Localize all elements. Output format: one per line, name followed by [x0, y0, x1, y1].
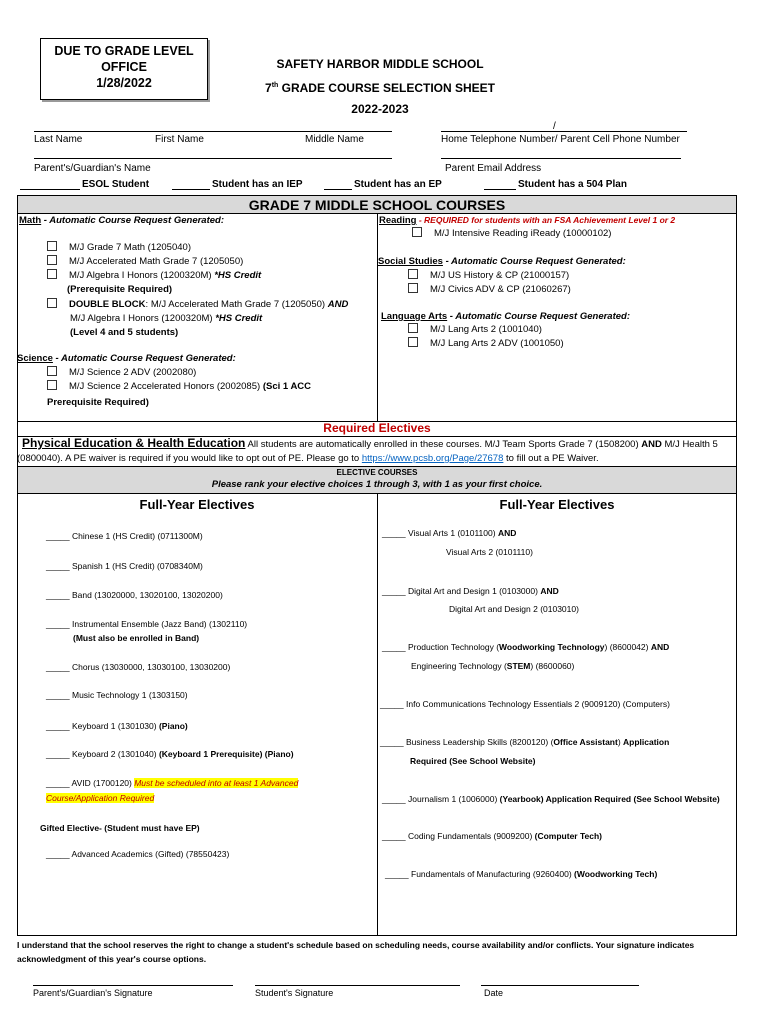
- yearbook-note: (Yearbook) Application Required (See School Website): [499, 794, 720, 804]
- checkbox-icon[interactable]: [47, 241, 57, 251]
- science-option-1[interactable]: [47, 366, 196, 380]
- social-option-1[interactable]: [408, 269, 569, 283]
- acknowledgment-text: I understand that the school reserves the right to change a student's schedule based on scheduling needs, course availability and/or conflicts. Your signature indicates acknowledgment of this year's course options.: [17, 940, 695, 964]
- esol-checkline[interactable]: [20, 179, 149, 190]
- reading-item-label: M/J Intensive Reading iReady (10000102): [434, 228, 612, 239]
- language-note: - Automatic Course Request Generated:: [447, 311, 630, 322]
- elective-digital-art[interactable]: [382, 585, 559, 597]
- elective-chorus[interactable]: _____ Chorus (13030000, 13030100, 13030200): [46, 662, 231, 672]
- elective-divider: [377, 494, 378, 936]
- date-line[interactable]: [481, 985, 639, 986]
- science-title: Science: [17, 353, 53, 364]
- and-note: AND: [540, 586, 559, 596]
- science-note: - Automatic Course Request Generated:: [52, 353, 236, 364]
- phone-line[interactable]: [441, 131, 687, 132]
- elective-ict[interactable]: _____ Info Communications Technology Essentials 2 (9009120) (Computers): [380, 699, 670, 709]
- checkbox-icon[interactable]: [408, 283, 418, 293]
- date-label: Date: [484, 988, 504, 998]
- iep-checkline[interactable]: [172, 179, 303, 190]
- checkbox-icon[interactable]: [47, 298, 57, 308]
- guardian-name-line[interactable]: [34, 158, 392, 159]
- notice-line-3: 1/28/2022: [96, 76, 152, 90]
- student-name-line[interactable]: [34, 131, 392, 132]
- engineering-label: Engineering Technology (: [411, 661, 507, 671]
- guardian-signature-label: Parent's/Guardian's Signature: [33, 988, 153, 998]
- student-signature-label: Student's Signature: [255, 988, 334, 998]
- 504-checkline[interactable]: [484, 179, 627, 190]
- sheet-title-text: GRADE COURSE SELECTION SHEET: [281, 81, 495, 95]
- social-item-label: M/J Civics ADV & CP (21060267): [430, 284, 571, 295]
- manufacturing-label: _____ Fundamentals of Manufacturing (9260400): [385, 869, 575, 879]
- office-assistant-note: Office Assistant: [553, 737, 618, 747]
- production-tech-code: ) (8600042): [604, 642, 651, 652]
- math-title: Math: [19, 215, 42, 226]
- language-title: Language Arts: [381, 311, 448, 322]
- math-prereq-note: (Prerequisite Required): [67, 284, 173, 295]
- gifted-heading: Gifted Elective- (Student must have EP): [40, 823, 200, 833]
- and-note: AND: [650, 642, 670, 652]
- reading-note: - REQUIRED for students with an FSA Achievement Level 1 or 2: [416, 215, 676, 225]
- sheet-title: [250, 75, 510, 99]
- science-item-label: M/J Science 2 Accelerated Honors (2002085): [69, 381, 263, 392]
- science-heading: [17, 352, 236, 366]
- elective-production-tech[interactable]: [382, 641, 669, 653]
- elective-visual-arts[interactable]: [382, 527, 516, 539]
- keyboard-1-label: _____ Keyboard 1 (1301030): [46, 721, 159, 731]
- coding-label: _____ Coding Fundamentals (9009200): [382, 831, 535, 841]
- middle-name-label: Middle Name: [305, 134, 364, 145]
- avid-label: _____ AVID (1700120): [46, 778, 135, 788]
- double-block-label: DOUBLE BLOCK: [69, 299, 146, 310]
- visual-arts-2: Visual Arts 2 (0101110): [446, 547, 533, 557]
- jazz-band-note: (Must also be enrolled in Band): [73, 633, 200, 643]
- pe-title: Physical Education & Health Education: [22, 436, 246, 450]
- digital-art-2: Digital Art and Design 2 (0103010): [449, 604, 579, 614]
- digital-art-label: _____ Digital Art and Design 1 (0103000): [382, 586, 541, 596]
- elective-journalism[interactable]: [382, 793, 720, 805]
- 504-label: Student has a 504 Plan: [518, 179, 627, 190]
- business-label: _____ Business Leadership Skills (8200120) (: [380, 737, 554, 747]
- core-divider: [377, 214, 378, 421]
- reading-option-1[interactable]: [412, 227, 611, 241]
- elective-avid[interactable]: [46, 777, 298, 789]
- language-item-label: M/J Lang Arts 2 ADV (1001050): [430, 338, 564, 349]
- journalism-label: _____ Journalism 1 (1006000): [382, 794, 500, 804]
- courses-header: GRADE 7 MIDDLE SCHOOL COURSES: [17, 195, 737, 214]
- elective-advanced-academics[interactable]: _____ Advanced Academics (Gifted) (78550423): [46, 849, 230, 859]
- elective-manufacturing[interactable]: [385, 868, 657, 880]
- iep-label: Student has an IEP: [212, 179, 303, 190]
- math-level-note: (Level 4 and 5 students): [70, 327, 179, 338]
- notice-line-1: DUE TO GRADE LEVEL: [54, 44, 194, 58]
- elective-spanish[interactable]: _____ Spanish 1 (HS Credit) (0708340M): [46, 561, 203, 571]
- language-option-1[interactable]: [408, 323, 542, 337]
- grade-number: 7: [265, 81, 272, 95]
- first-name-label: First Name: [155, 134, 204, 145]
- social-note: - Automatic Course Request Generated:: [442, 256, 626, 267]
- grade-suffix: th: [271, 82, 279, 89]
- elective-keyboard-2[interactable]: [46, 748, 294, 760]
- ep-checkline[interactable]: [324, 179, 442, 190]
- production-tech-label: _____ Production Technology (: [382, 642, 500, 652]
- avid-note-2: Course/Application Required: [46, 793, 155, 803]
- hs-credit-note: *HS Credit: [215, 313, 263, 324]
- math-option-2[interactable]: [47, 255, 243, 269]
- math-item-label: M/J Algebra I Honors (1200320M): [69, 270, 215, 281]
- elective-music-tech[interactable]: _____ Music Technology 1 (1303150): [46, 690, 188, 700]
- checkbox-icon[interactable]: [47, 380, 57, 390]
- pe-text-3: to fill out a PE Waiver.: [503, 453, 599, 464]
- computer-tech-note: (Computer Tech): [534, 831, 603, 841]
- science-option-2[interactable]: [47, 380, 311, 394]
- elective-coding[interactable]: [382, 830, 602, 842]
- elective-band[interactable]: _____ Band (13020000, 13020100, 13020200): [46, 590, 223, 600]
- reading-title: Reading: [379, 215, 417, 226]
- elective-jazz-band[interactable]: _____ Instrumental Ensemble (Jazz Band) (1302110): [46, 619, 248, 629]
- engineering-tech: [411, 660, 574, 672]
- engineering-code: ) (8600060): [530, 661, 575, 671]
- parent-email-label: Parent Email Address: [445, 163, 542, 174]
- elective-chinese[interactable]: _____ Chinese 1 (HS Credit) (0711300M): [46, 531, 203, 541]
- math-item-label: M/J Accelerated Math Grade 7 (1205050): [150, 299, 328, 310]
- phone-separator: /: [553, 121, 556, 132]
- keyboard-2-note: (Keyboard 1 Prerequisite) (Piano): [158, 749, 294, 759]
- due-date-notice: [40, 38, 208, 100]
- phone-label: Home Telephone Number/ Parent Cell Phone Number: [441, 134, 680, 145]
- right-full-year-heading: Full-Year Electives: [499, 497, 615, 512]
- application-note: Application: [623, 737, 670, 747]
- math-option-4[interactable]: DOUBLE BLOCK: M/J Accelerated Math Grade 7 (1205050) AND: [47, 298, 348, 312]
- keyboard-1-note: (Piano): [158, 721, 188, 731]
- school-year: 2022-2023: [351, 102, 409, 116]
- pe-and: AND: [641, 439, 662, 450]
- stem-note: STEM: [506, 661, 531, 671]
- pe-text-2: M/J Health 5 (0800040). A PE waiver is required if you would like to opt out of PE. Please go to: [17, 439, 718, 464]
- business-paren: ): [617, 737, 624, 747]
- avid-note: Must be scheduled into at least 1 Advanced: [134, 778, 299, 788]
- business-app-note: Required (See School Website): [410, 756, 536, 766]
- social-item-label: M/J US History & CP (21000157): [430, 270, 570, 281]
- student-signature-line[interactable]: [255, 985, 460, 986]
- notice-line-2: OFFICE: [101, 60, 147, 74]
- elective-keyboard-1[interactable]: [46, 720, 188, 732]
- math-item-label: M/J Accelerated Math Grade 7 (1205050): [69, 256, 244, 267]
- math-note: - Automatic Course Request Generated:: [41, 215, 224, 226]
- woodworking-note: Woodworking Technology: [499, 642, 605, 652]
- elective-courses-title: ELECTIVE COURSES: [336, 468, 418, 477]
- checkbox-icon[interactable]: [412, 227, 422, 237]
- checkbox-icon[interactable]: [408, 337, 418, 347]
- and-note: AND: [497, 528, 517, 538]
- left-full-year-heading: Full-Year Electives: [139, 497, 255, 512]
- required-electives-heading: Required Electives: [323, 421, 431, 435]
- math-option-3[interactable]: [47, 269, 261, 283]
- elective-courses-instructions: Please rank your elective choices 1 through 3, with 1 as your first choice.: [211, 479, 543, 490]
- social-title: Social Studies: [378, 256, 443, 267]
- math-item-label: M/J Grade 7 Math (1205040): [69, 242, 191, 253]
- keyboard-2-label: _____ Keyboard 2 (1301040): [46, 749, 159, 759]
- school-name: SAFETY HARBOR MIDDLE SCHOOL: [276, 57, 484, 71]
- school-title: [250, 54, 510, 120]
- checkbox-icon[interactable]: [408, 269, 418, 279]
- checkbox-icon[interactable]: [47, 255, 57, 265]
- social-heading: [378, 255, 626, 269]
- pe-text-1: All students are automatically enrolled in these courses. M/J Team Sports Grade 7 (1508200): [245, 439, 642, 450]
- science-item-label: M/J Science 2 ADV (2002080): [69, 367, 197, 378]
- science-prereq-note: Prerequisite Required): [47, 397, 149, 408]
- math-heading: [19, 214, 224, 228]
- visual-arts-label: _____ Visual Arts 1 (0101100): [382, 528, 498, 538]
- hs-credit-note: *HS Credit: [214, 270, 262, 281]
- elective-business-leadership[interactable]: [380, 736, 669, 748]
- guardian-name-label: Parent's/Guardian's Name: [34, 163, 151, 174]
- social-option-2[interactable]: [408, 283, 571, 297]
- language-item-label: M/J Lang Arts 2 (1001040): [430, 324, 542, 335]
- esol-label: ESOL Student: [82, 179, 150, 190]
- checkbox-icon[interactable]: [408, 323, 418, 333]
- and-note: AND: [327, 299, 349, 310]
- guardian-signature-line[interactable]: [33, 985, 233, 986]
- language-heading: [381, 310, 630, 324]
- checkbox-icon[interactable]: [47, 269, 57, 279]
- language-option-2[interactable]: [408, 337, 564, 351]
- reading-heading: [379, 213, 675, 228]
- parent-email-line[interactable]: [441, 158, 681, 159]
- ep-label: Student has an EP: [354, 179, 442, 190]
- math-option-1[interactable]: [47, 241, 191, 255]
- avid-note-cont: [46, 792, 154, 804]
- pe-waiver-link[interactable]: https://www.pcsb.org/Page/27678: [361, 453, 504, 464]
- woodworking-tech-note: (Woodworking Tech): [574, 869, 658, 879]
- checkbox-icon[interactable]: [47, 366, 57, 376]
- math-item-label: M/J Algebra I Honors (1200320M): [70, 313, 216, 324]
- science-prereq: (Sci 1 ACC: [262, 381, 312, 392]
- math-option-4-cont: [70, 312, 262, 326]
- pe-health-paragraph: [17, 436, 732, 466]
- last-name-label: Last Name: [34, 134, 83, 145]
- elective-courses-bar: [17, 466, 737, 494]
